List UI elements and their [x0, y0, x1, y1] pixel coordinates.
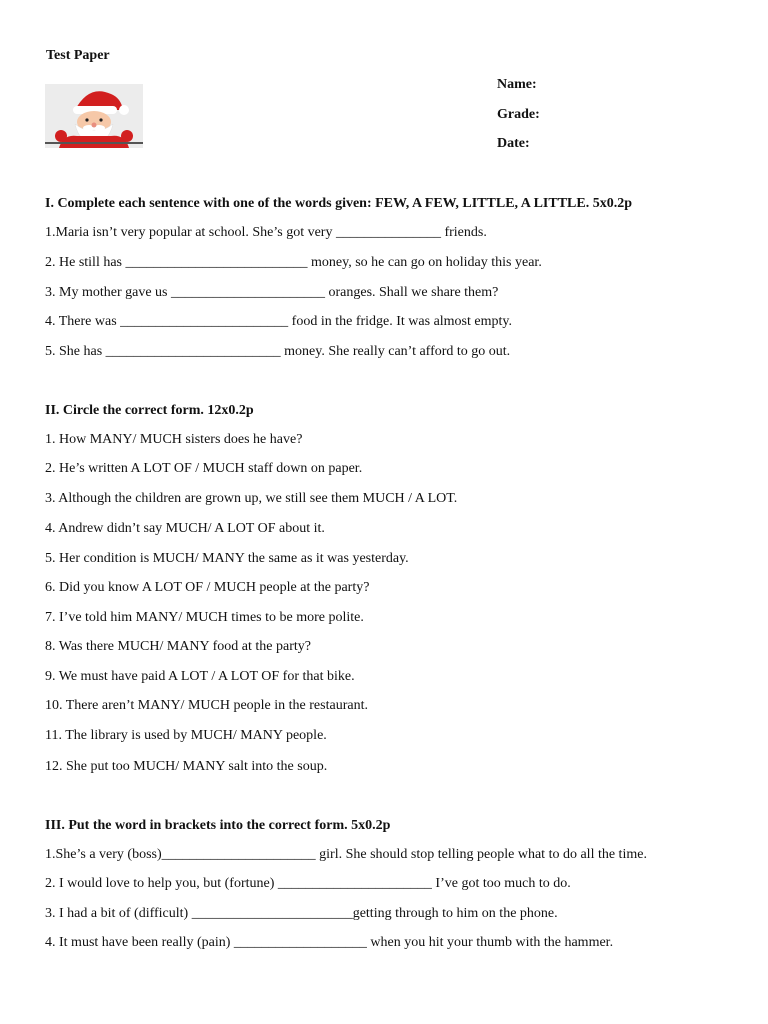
grade-label: Grade:: [497, 107, 540, 122]
list-item: 8. Was there MUCH/ MANY food at the party?: [45, 639, 311, 654]
list-item: 2. He’s written A LOT OF / MUCH staff down on paper.: [45, 461, 363, 476]
name-label: Name:: [497, 77, 537, 92]
list-item: 1.Maria isn’t very popular at school. She’s got very _______________ friends.: [45, 225, 487, 240]
list-item: 3. My mother gave us ______________________ oranges. Shall we share them?: [45, 285, 499, 300]
santa-icon: [45, 84, 143, 148]
list-item: 2. I would love to help you, but (fortune) ______________________ I’ve got too much to do.: [45, 876, 571, 891]
list-item: 5. She has _________________________ money. She really can’t afford to go out.: [45, 344, 511, 359]
section2-heading: II. Circle the correct form. 12x0.2p: [45, 403, 254, 418]
list-item: 10. There aren’t MANY/ MUCH people in the restaurant.: [45, 698, 368, 713]
list-item: 5. Her condition is MUCH/ MANY the same as it was yesterday.: [45, 551, 409, 566]
list-item: 1. How MANY/ MUCH sisters does he have?: [45, 432, 303, 447]
list-item: 1.She’s a very (boss)______________________ girl. She should stop telling people what to do all the time.: [45, 847, 647, 862]
section3-heading: III. Put the word in brackets into the correct form. 5x0.2p: [45, 818, 391, 833]
list-item: 2. He still has __________________________ money, so he can go on holiday this year.: [45, 255, 542, 270]
list-item: 6. Did you know A LOT OF / MUCH people at the party?: [45, 580, 370, 595]
list-item: 3. I had a bit of (difficult) _______________________getting through to him on the phone.: [45, 906, 558, 921]
list-item: 9. We must have paid A LOT / A LOT OF for that bike.: [45, 669, 355, 684]
page-title: Test Paper: [46, 48, 110, 63]
list-item: 11. The library is used by MUCH/ MANY people.: [45, 728, 327, 743]
list-item: 12. She put too MUCH/ MANY salt into the soup.: [45, 759, 328, 774]
list-item: 4. There was ________________________ food in the fridge. It was almost empty.: [45, 314, 512, 329]
date-label: Date:: [497, 136, 530, 151]
list-item: 3. Although the children are grown up, we still see them MUCH / A LOT.: [45, 491, 458, 506]
section1-heading: I. Complete each sentence with one of the words given: FEW, A FEW, LITTLE, A LITTLE. 5x0.2p: [45, 196, 633, 211]
list-item: 7. I’ve told him MANY/ MUCH times to be more polite.: [45, 610, 364, 625]
list-item: 4. It must have been really (pain) ___________________ when you hit your thumb with the hammer.: [45, 935, 614, 950]
list-item: 4. Andrew didn’t say MUCH/ A LOT OF about it.: [45, 521, 325, 536]
